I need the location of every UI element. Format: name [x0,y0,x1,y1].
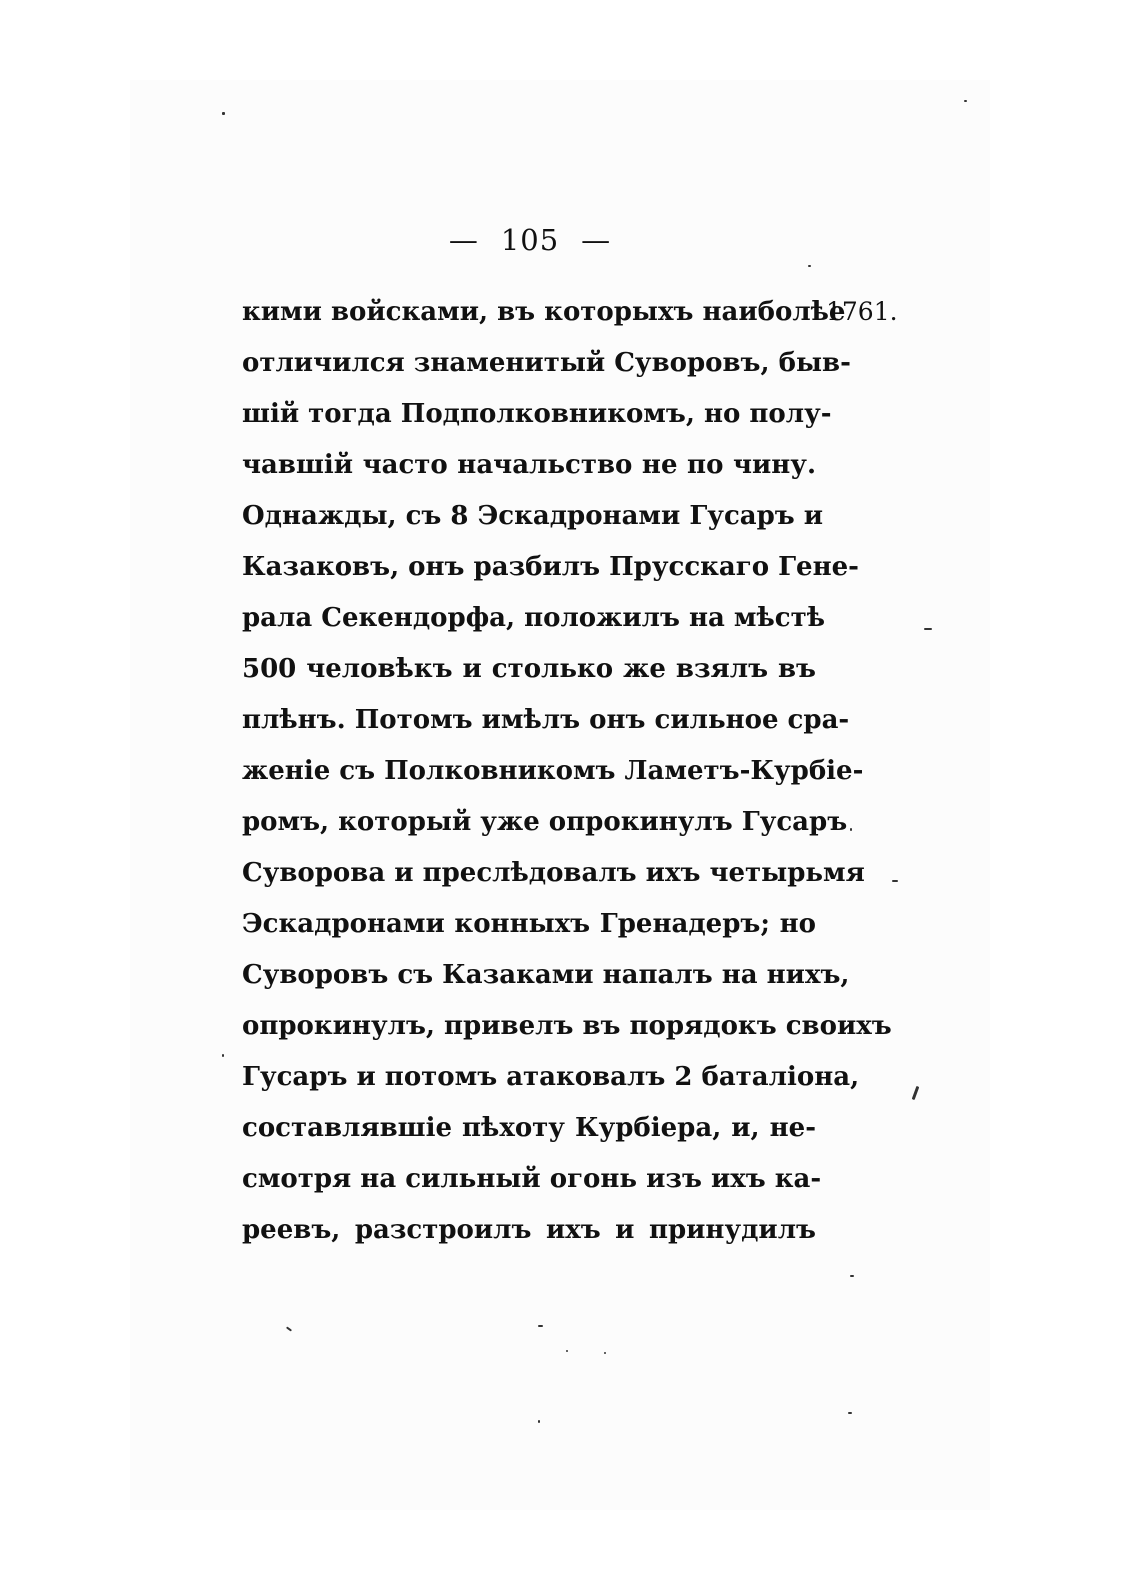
scan-speck [222,1054,224,1057]
text-line: 500 человѣкъ и столько же взялъ въ [242,654,816,684]
page-number-dash-left: — [448,223,479,257]
text-line: Казаковъ, онъ разбилъ Прусскаго Гене- [242,552,859,582]
scan-speck [222,112,225,115]
text-line: Эскадронами конныхъ Гренадеръ; но [242,909,816,939]
text-line: реевъ, разстроилъ ихъ и принудилъ [242,1215,816,1245]
text-line: Суворовъ съ Казаками напалъ на нихъ, [242,960,850,990]
scan-speck [964,100,967,102]
scan-speck [604,1352,606,1354]
text-line: Однажды, съ 8 Эскадронами Гусаръ и [242,501,824,531]
text-line: отличился знаменитый Суворовъ, быв- [242,348,851,378]
scan-speck [538,1325,543,1327]
scan-speck [892,880,898,882]
scan-speck [850,1275,854,1277]
scan-speck [850,828,852,831]
text-line: кими войсками, въ которыхъ наиболѣе [242,297,846,327]
scan-speck [566,1350,568,1352]
text-line: ромъ, который уже опрокинулъ Гусаръ [242,807,848,837]
text-line: рала Секендорфа, положилъ на мѣстѣ [242,603,826,633]
text-line: составлявшіе пѣхоту Курбіера, и, не- [242,1113,816,1143]
text-line: смотря на сильный огонь изъ ихъ ка- [242,1164,822,1194]
scan-speck [924,628,932,630]
text-line: женіе съ Полковникомъ Ламетъ-Курбіе- [242,756,864,786]
margin-year: 1761. [826,297,898,326]
page-number [300,220,760,260]
page-number-dash-right: — [581,223,612,257]
scan-speck [808,265,811,267]
text-line: Гусаръ и потомъ атаковалъ 2 баталіона, [242,1062,860,1092]
scan-speck [848,1412,852,1414]
text-line: чавшій часто начальство не по чину. [242,450,816,480]
text-line: Суворова и преслѣдовалъ ихъ четырьмя [242,858,865,888]
text-line: шій тогда Подполковникомъ, но полу- [242,399,832,429]
scan-speck [538,1420,540,1423]
page-number-value: 105 [500,223,560,257]
text-line: плѣнъ. Потомъ имѣлъ онъ сильное сра- [242,705,850,735]
text-line: опрокинулъ, привелъ въ порядокъ своихъ [242,1011,892,1041]
